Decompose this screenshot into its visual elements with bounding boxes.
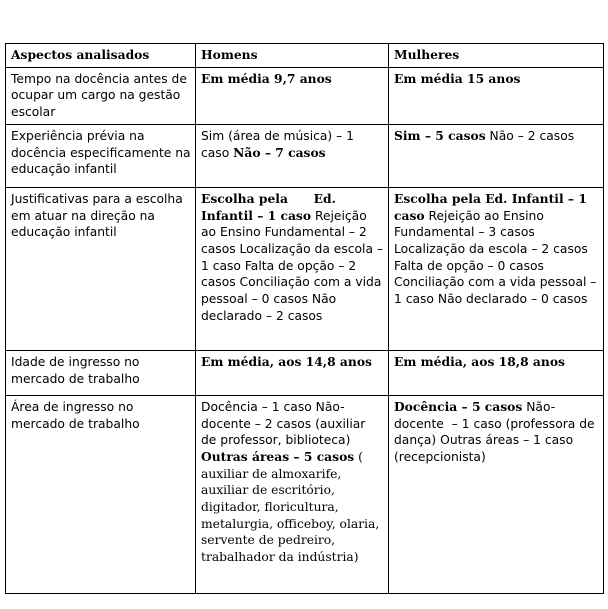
row-label-teaching-time: Tempo na docência antes de ocupar um cargo na gestão escolar <box>6 67 196 124</box>
header-row <box>6 44 604 68</box>
men-entry-age <box>196 350 389 395</box>
men-entry-area-text-2: ( auxiliar de almoxarife, auxiliar de escritório, digitador, floricultura, metalurgia, officeboy, olaria, servente de pedreiro, trabalhador da indústria) <box>201 449 384 565</box>
men-teaching-time <box>196 67 389 124</box>
women-teaching-time <box>389 67 604 124</box>
row-label-entry-age: Idade de ingresso no mercado de trabalho <box>6 350 196 395</box>
women-entry-age <box>389 350 604 395</box>
table-row <box>6 187 604 350</box>
men-teaching-time-value: Em média 9,7 anos <box>201 70 332 86</box>
men-entry-area-text-1: Docência – 1 caso Não-docente – 2 casos (auxiliar de professor, biblioteca) <box>201 399 366 448</box>
header-women: Mulheres <box>389 44 604 68</box>
women-prior-experience <box>389 124 604 187</box>
men-prior-experience-bold: Não – 7 casos <box>233 144 326 160</box>
women-entry-age-value: Em média, aos 18,8 anos <box>394 353 565 369</box>
table-row <box>6 124 604 187</box>
women-entry-area-bold: Docência – 5 casos <box>394 398 523 414</box>
women-justifications-bold: Escolha pela Ed. Infantil – 1 caso <box>394 190 587 223</box>
row-label-justifications: Justificativas para a escolha em atuar na direção na educação infantil <box>6 187 196 350</box>
header-men: Homens <box>196 44 389 68</box>
table-row <box>6 67 604 124</box>
women-entry-area-text: Não-docente – 1 caso (professora de dança) Outras áreas – 1 caso (recepcionista) <box>394 399 599 464</box>
women-justifications-text: Rejeição ao Ensino Fundamental – 3 casos Localização da escola – 2 casos Falta de opção – 0 casos Conciliação com a vida pessoal – 1 caso Não declarado – 0 casos <box>394 208 597 307</box>
women-prior-experience-bold: Sim – 5 casos <box>394 127 486 143</box>
comparison-table <box>5 43 604 594</box>
men-prior-experience <box>196 124 389 187</box>
women-prior-experience-text: Não – 2 casos <box>485 128 575 143</box>
men-justifications-bold: Escolha pela Ed. Infantil – 1 caso <box>201 190 341 223</box>
women-justifications <box>389 187 604 350</box>
men-justifications-text: Rejeição ao Ensino Fundamental – 2 casos Localização da escola – 1 caso Falta de opção – 2 casos Conciliação com a vida pessoal – 0 casos Não declarado – 2 casos <box>201 208 384 323</box>
women-teaching-time-value: Em média 15 anos <box>394 70 521 86</box>
men-justifications <box>196 187 389 350</box>
header-aspects: Aspectos analisados <box>6 44 196 68</box>
women-entry-area <box>389 395 604 593</box>
row-label-prior-experience: Experiência prévia na docência especificamente na educação infantil <box>6 124 196 187</box>
men-entry-area <box>196 395 389 593</box>
men-prior-experience-text: Sim (área de música) – 1 caso <box>201 128 354 160</box>
row-label-entry-area: Área de ingresso no mercado de trabalho <box>6 395 196 593</box>
men-entry-area-bold: Outras áreas – 5 casos <box>201 448 355 464</box>
table-row <box>6 350 604 395</box>
table-row <box>6 395 604 593</box>
men-entry-age-value: Em média, aos 14,8 anos <box>201 353 372 369</box>
